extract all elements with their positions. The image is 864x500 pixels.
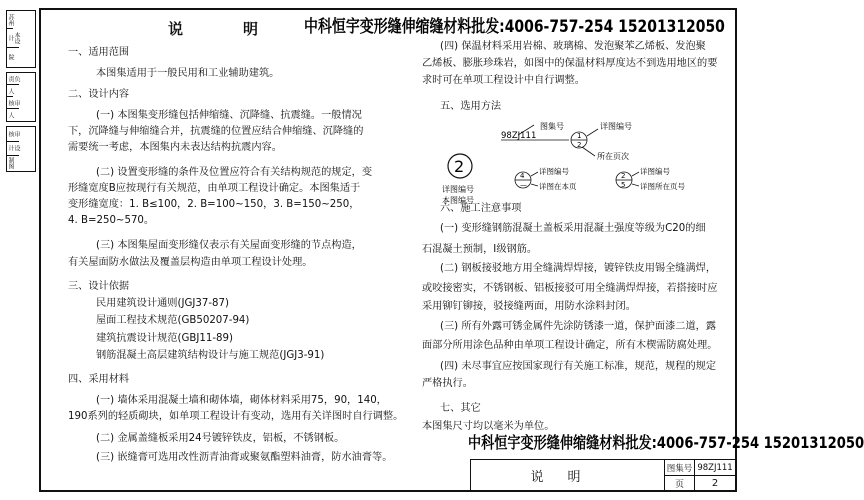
- paragraph-line: 屋面工程技术规范(GB50207-94): [96, 315, 250, 326]
- symbol-2-label-2: 详图所在页号: [640, 182, 685, 191]
- label-xiangtu: 详图编号: [600, 122, 632, 131]
- title-block: [470, 459, 737, 492]
- watermark-bottom: 中科恒宇变形缝伸缩缝材料批发:4006-757-254 15201312050: [468, 433, 864, 452]
- sidebar-cell: 人: [7, 85, 13, 97]
- section-heading: 五、选用方法: [440, 101, 502, 112]
- title-block-page: 2: [695, 476, 736, 491]
- paragraph-line: 或咬接密实，不锈钢板、铝板接驳可用全缝满焊焊接，若搭接时应: [422, 283, 718, 294]
- section-heading: 一、适用范围: [68, 47, 130, 58]
- sidebar-cell: 人: [7, 112, 14, 118]
- label-suozai: 所在页次: [597, 152, 629, 161]
- label-tujihao: 图集号: [540, 122, 564, 131]
- title-block-title: 说明: [471, 460, 665, 491]
- detail-number: 2: [454, 157, 465, 176]
- label-this-drawing: 本图编号: [442, 196, 474, 205]
- method-diagram-2: [420, 148, 720, 208]
- sidebar-cell: 负责: [7, 73, 19, 85]
- paragraph-line: (三) 所有外露可锈金属件先涂防锈漆一道，保护面漆二道，露: [440, 321, 717, 332]
- paragraph-line: 下，沉降缝与伸缩缝合并，抗震缝的位置应结合伸缩缝、沉降缝的: [68, 126, 364, 137]
- paragraph-line: (二) 钢板接驳地方用全缝满焊焊接，镀锌铁皮用锡全缝满焊，: [440, 263, 717, 274]
- sidebar-block-2: [6, 72, 36, 122]
- ref-num-top: 1: [577, 132, 582, 140]
- sidebar-cell: 院: [7, 54, 14, 61]
- paragraph-line: 190系列的轻质砌块，如单项工程设计有变动，选用有关详图时自行调整。: [68, 411, 404, 422]
- title-block-atlas: 98ZJ111: [695, 460, 736, 476]
- paragraph-line: 建筑抗震设计规范(GBJ11-89): [96, 333, 233, 344]
- paragraph-line: (三) 嵌缝膏可选用改性沥青油膏或聚氨酯塑料油膏，防水油膏等。: [96, 452, 393, 463]
- paragraph-line: 民用建筑设计通则(JGJ37-87): [96, 298, 229, 309]
- paragraph-line: (一) 墙体采用混凝土墙和砌体墙，砌体材料采用75，90，140，: [96, 395, 387, 406]
- atlas-code: 98ZJ111: [501, 131, 537, 141]
- paragraph-line: (四) 未尽事宜应按国家现行有关施工标准，规范，规程的规定: [440, 361, 717, 372]
- sidebar-cell: 制图: [7, 157, 14, 170]
- paragraph-line: 需要统一考虑，本图集内未表达结构抗震内容。: [68, 142, 282, 153]
- paragraph-line: 采用铆钉铆接，驳接缝两面，用防水涂料封闭。: [422, 301, 636, 312]
- paragraph-line: 形缝宽度B应按现行有关规范，由单项工程设计确定。本图集适于: [68, 183, 361, 194]
- paragraph-line: (三) 本图集屋面变形缝仅表示有关屋面变形缝的节点构造，: [96, 240, 362, 251]
- label-detail-number: 详图编号: [442, 185, 474, 194]
- paragraph-line: 石混凝土预制，Ⅰ级钢筋。: [422, 244, 538, 255]
- symbol-2-label-1: 详图编号: [640, 167, 670, 176]
- paragraph-line: 有关屋面防水做法及覆盖层构造由单项工程设计处理。: [68, 257, 313, 268]
- watermark-top: 中科恒宇变形缝伸缩缝材料批发:4006-757-254 15201312050: [304, 17, 725, 37]
- paragraph-line: 钢筋混凝土高层建筑结构设计与施工规范(JGJ3-91): [96, 350, 325, 361]
- title-block-atlas-label: 图集号: [665, 460, 695, 476]
- paragraph-line: 本图集尺寸均以毫米为单位。: [422, 421, 555, 432]
- symbol-1-bot: —: [520, 181, 527, 189]
- section-heading: 六、施工注意事项: [440, 203, 522, 214]
- paragraph-line: 严格执行。: [422, 378, 473, 389]
- paragraph-line: 乙烯板、膨胀珍珠岩，如图中的保温材料厚度达不到选用地区的要: [422, 58, 718, 69]
- page-title: 说明: [168, 20, 319, 38]
- section-heading: 四、采用材料: [68, 374, 130, 385]
- title-block-page-label: 页: [665, 476, 695, 491]
- paragraph-line: (二) 金属盖缝板采用24号镀锌铁皮，铝板，不锈钢板。: [96, 433, 345, 444]
- paragraph-line: 变形缝宽度：1. B≤100，2. B=100~150，3. B=150~250，: [68, 199, 360, 210]
- paragraph-line: (四) 保温材料采用岩棉、玻璃棉、发泡聚苯乙烯板、发泡聚: [440, 41, 706, 52]
- sidebar-cell: 设计: [7, 142, 19, 157]
- section-heading: 七、其它: [440, 403, 481, 414]
- paragraph-line: (一) 本图集变形缝包括伸缩缝、沉降缝、抗震缝。一般情况: [96, 110, 362, 121]
- paragraph-line: 本图集适用于一般民用和工业辅助建筑。: [96, 68, 280, 79]
- paragraph-line: 求时可在单项工程设计中自行调整。: [422, 75, 585, 86]
- symbol-1-label-2: 详图在本页: [539, 182, 577, 191]
- sidebar-cell: 本设计: [7, 29, 19, 47]
- sidebar-cell: 苏州: [7, 11, 13, 29]
- paragraph-line: (一) 变形缝钢筋混凝土盖板采用混凝土强度等级为C20的细: [440, 223, 706, 234]
- paragraph-line: (二) 设置变形缝的条件及位置应符合有关结构规范的规定，变: [96, 167, 373, 178]
- sidebar-cell: 审核: [7, 127, 19, 142]
- symbol-1-label-1: 详图编号: [539, 167, 569, 176]
- ref-num-bot: 2: [577, 141, 582, 149]
- sidebar-block-1: [6, 10, 36, 68]
- paragraph-line: 4. B=250~570。: [68, 215, 155, 226]
- symbol-2-top: 2: [621, 172, 626, 180]
- section-heading: 三、设计依据: [68, 281, 130, 292]
- paragraph-line: 面部分所用涂色品种由单项工程设计确定，所有木楔需防腐处理。: [422, 340, 718, 351]
- symbol-1-top: 4: [520, 172, 525, 180]
- symbol-2-bot: 5: [621, 181, 626, 189]
- sidebar-cell: 审核: [7, 97, 19, 109]
- sidebar-block-3: [6, 126, 36, 172]
- section-heading: 二、设计内容: [68, 89, 130, 100]
